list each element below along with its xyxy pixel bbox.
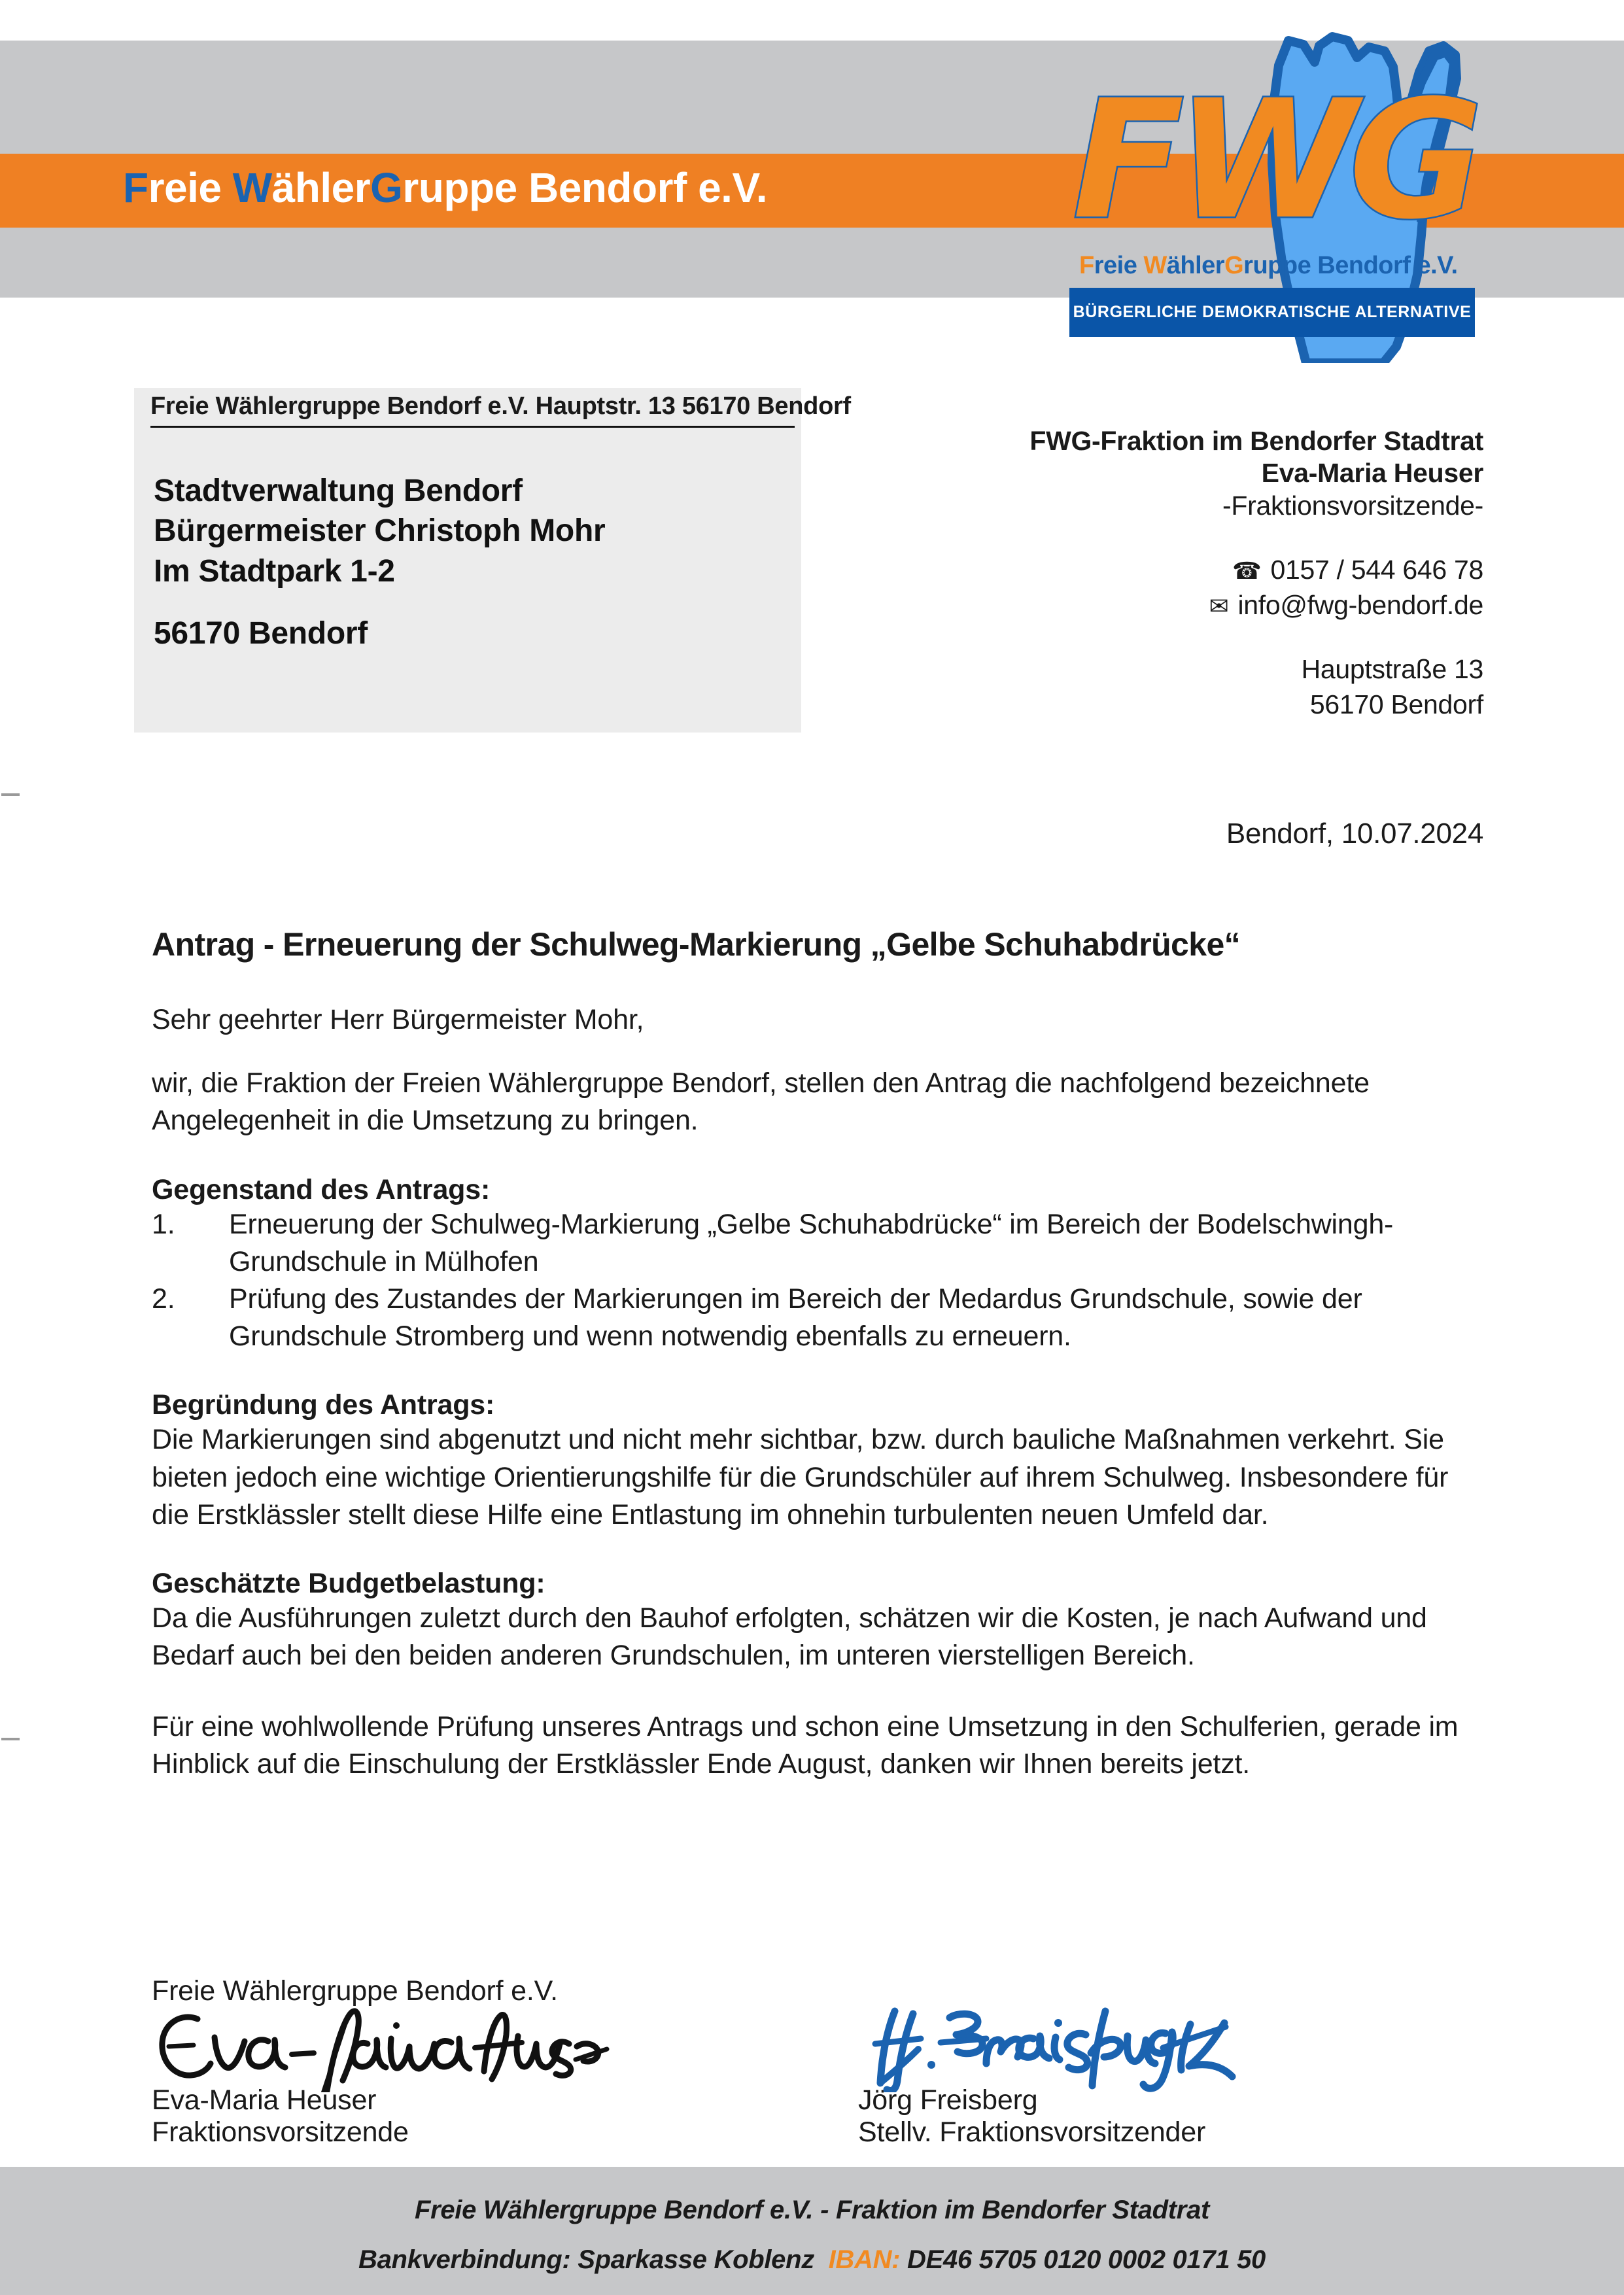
section-heading-budget: Geschätzte Budgetbelastung: — [152, 1567, 545, 1599]
section-heading-gegenstand: Gegenstand des Antrags: — [152, 1173, 491, 1205]
section-body-budget: Da die Ausführungen zuletzt durch den Bauhof erfolgten, schätzen wir die Kosten, je nach Aufwand und Bedarf auch bei den beiden anderen Grundschulen, im unteren vierstelligen Bereich. — [152, 1602, 1427, 1672]
iban-label: IBAN: — [828, 2245, 901, 2274]
contact-email-line — [895, 587, 1483, 623]
contact-person-role: -Fraktionsvorsitzende- — [1222, 491, 1483, 521]
footer-line-2 — [0, 2245, 1624, 2275]
recipient-gap — [154, 591, 788, 613]
contact-spacer-1 — [895, 523, 1483, 552]
list-item-number: 2. — [152, 1283, 175, 1315]
footer-bank-label: Bankverbindung: Sparkasse Koblenz — [358, 2245, 814, 2274]
list-item-text: Erneuerung der Schulweg-Markierung „Gelbe Schuhabdrücke“ im Bereich der Bodelschwingh-Grundschule in Mülhofen — [229, 1208, 1394, 1277]
signature-block-left — [152, 2007, 740, 2148]
footer-line-1: Freie Wählergruppe Bendorf e.V. - Fraktion im Bendorfer Stadtrat — [414, 2196, 1210, 2224]
spacer-before-closing — [152, 1674, 1479, 1708]
iban-value: DE46 5705 0120 0002 0171 50 — [907, 2245, 1266, 2274]
signature-intro: Freie Wählergruppe Bendorf e.V. — [152, 1975, 558, 2007]
list-item — [152, 1206, 1479, 1281]
fwg-logo — [1011, 0, 1624, 363]
recipient-line-3: Im Stadtpark 1-2 — [154, 553, 395, 589]
recipient-address — [154, 471, 788, 654]
list-item-number: 1. — [152, 1208, 175, 1240]
section-heading-begruendung: Begründung des Antrags: — [152, 1389, 495, 1421]
closing-paragraph: Für eine wohlwollende Prüfung unseres Antrags und schon eine Umsetzung in den Schulferien, gerade im Hinblick auf die Einschulung der Erstklässler Ende August, danken wir Ihnen bereits jetzt. — [152, 1711, 1459, 1780]
letter-body — [152, 925, 1479, 1784]
signature-image-freisberg — [858, 2007, 1447, 2084]
signature-area — [152, 1975, 1479, 2148]
envelope-icon: ✉ — [1209, 592, 1229, 619]
header-organisation-title: Freie WählerGruppe Bendorf e.V. — [123, 164, 768, 211]
logo-slogan-text: BÜRGERLICHE DEMOKRATISCHE ALTERNATIVE — [1073, 303, 1472, 321]
contact-person-name: Eva-Maria Heuser — [1261, 458, 1483, 489]
contact-organisation: FWG-Fraktion im Bendorfer Stadtrat — [1029, 426, 1483, 456]
recipient-line-4: 56170 Bendorf — [154, 616, 368, 651]
handwritten-signature-freisberg — [858, 2007, 1277, 2092]
section-body-begruendung: Die Markierungen sind abgenutzt und nicht mehr sichtbar, bzw. durch bauliche Maßnahmen verkehrt. Sie bieten jedoch eine wichtige Orientierungshilfe für die Grundschüler auf ihrem Schulweg. Insbesondere für die Erstklässler stellt diese Hilfe eine Entlastung im ohnehin turbulenten neuen Umfeld dar. — [152, 1424, 1449, 1530]
spacer-before-section3 — [152, 1534, 1479, 1568]
sender-return-line: Freie Wählergruppe Bendorf e.V. Hauptstr. 13 56170 Bendorf — [150, 392, 795, 428]
signature-role-right: Stellv. Fraktionsvorsitzender — [858, 2116, 1206, 2148]
intro-paragraph: wir, die Fraktion der Freien Wählergruppe Bendorf, stellen den Antrag die nachfolgend bezeichnete Angelegenheit in die Umsetzung zu bringen. — [152, 1067, 1370, 1137]
footer-band — [0, 2167, 1624, 2295]
date-line: Bendorf, 10.07.2024 — [1226, 818, 1483, 850]
signature-image-heuser — [152, 2007, 740, 2084]
signature-name-left: Eva-Maria Heuser — [152, 2084, 377, 2116]
salutation: Sehr geehrter Herr Bürgermeister Mohr, — [152, 1004, 644, 1035]
contact-phone-value[interactable]: 0157 / 544 646 78 — [1270, 554, 1483, 585]
recipient-line-2: Bürgermeister Christoph Mohr — [154, 513, 606, 549]
contact-city: 56170 Bendorf — [1309, 689, 1483, 719]
page-title: Antrag - Erneuerung der Schulweg-Markierung „Gelbe Schuhabdrücke“ — [152, 926, 1241, 963]
logo-acronym: FWG — [1073, 65, 1476, 255]
signature-role-left: Fraktionsvorsitzende — [152, 2116, 409, 2148]
contact-phone-line — [895, 552, 1483, 587]
handwritten-signature-heuser — [152, 2007, 610, 2092]
recipient-line-1: Stadtverwaltung Bendorf — [154, 474, 523, 508]
fold-mark-upper — [1, 793, 20, 796]
contact-street: Hauptstraße 13 — [1301, 653, 1483, 684]
signature-row — [152, 2007, 1479, 2148]
contact-block — [895, 425, 1483, 722]
contact-spacer-2 — [895, 623, 1483, 651]
signature-name-right: Jörg Freisberg — [858, 2084, 1038, 2116]
spacer-before-section2 — [152, 1355, 1479, 1389]
contact-email-value[interactable]: info@fwg-bendorf.de — [1237, 589, 1483, 620]
list-item-text: Prüfung des Zustandes der Markierungen im Bereich der Medardus Grundschule, sowie der Grundschule Stromberg und wenn notwendig ebenfalls zu erneuern. — [229, 1283, 1362, 1353]
list-item — [152, 1281, 1479, 1355]
fold-mark-lower — [1, 1738, 20, 1740]
spacer-after-salutation — [152, 1039, 1479, 1065]
logo-slogan-banner — [1069, 288, 1475, 337]
signature-block-right — [858, 2007, 1447, 2148]
spacer-before-section1 — [152, 1140, 1479, 1174]
phone-icon: ☎ — [1232, 557, 1262, 584]
logo-subtitle: Freie WählerGruppe Bendorf e.V. — [1079, 252, 1458, 279]
